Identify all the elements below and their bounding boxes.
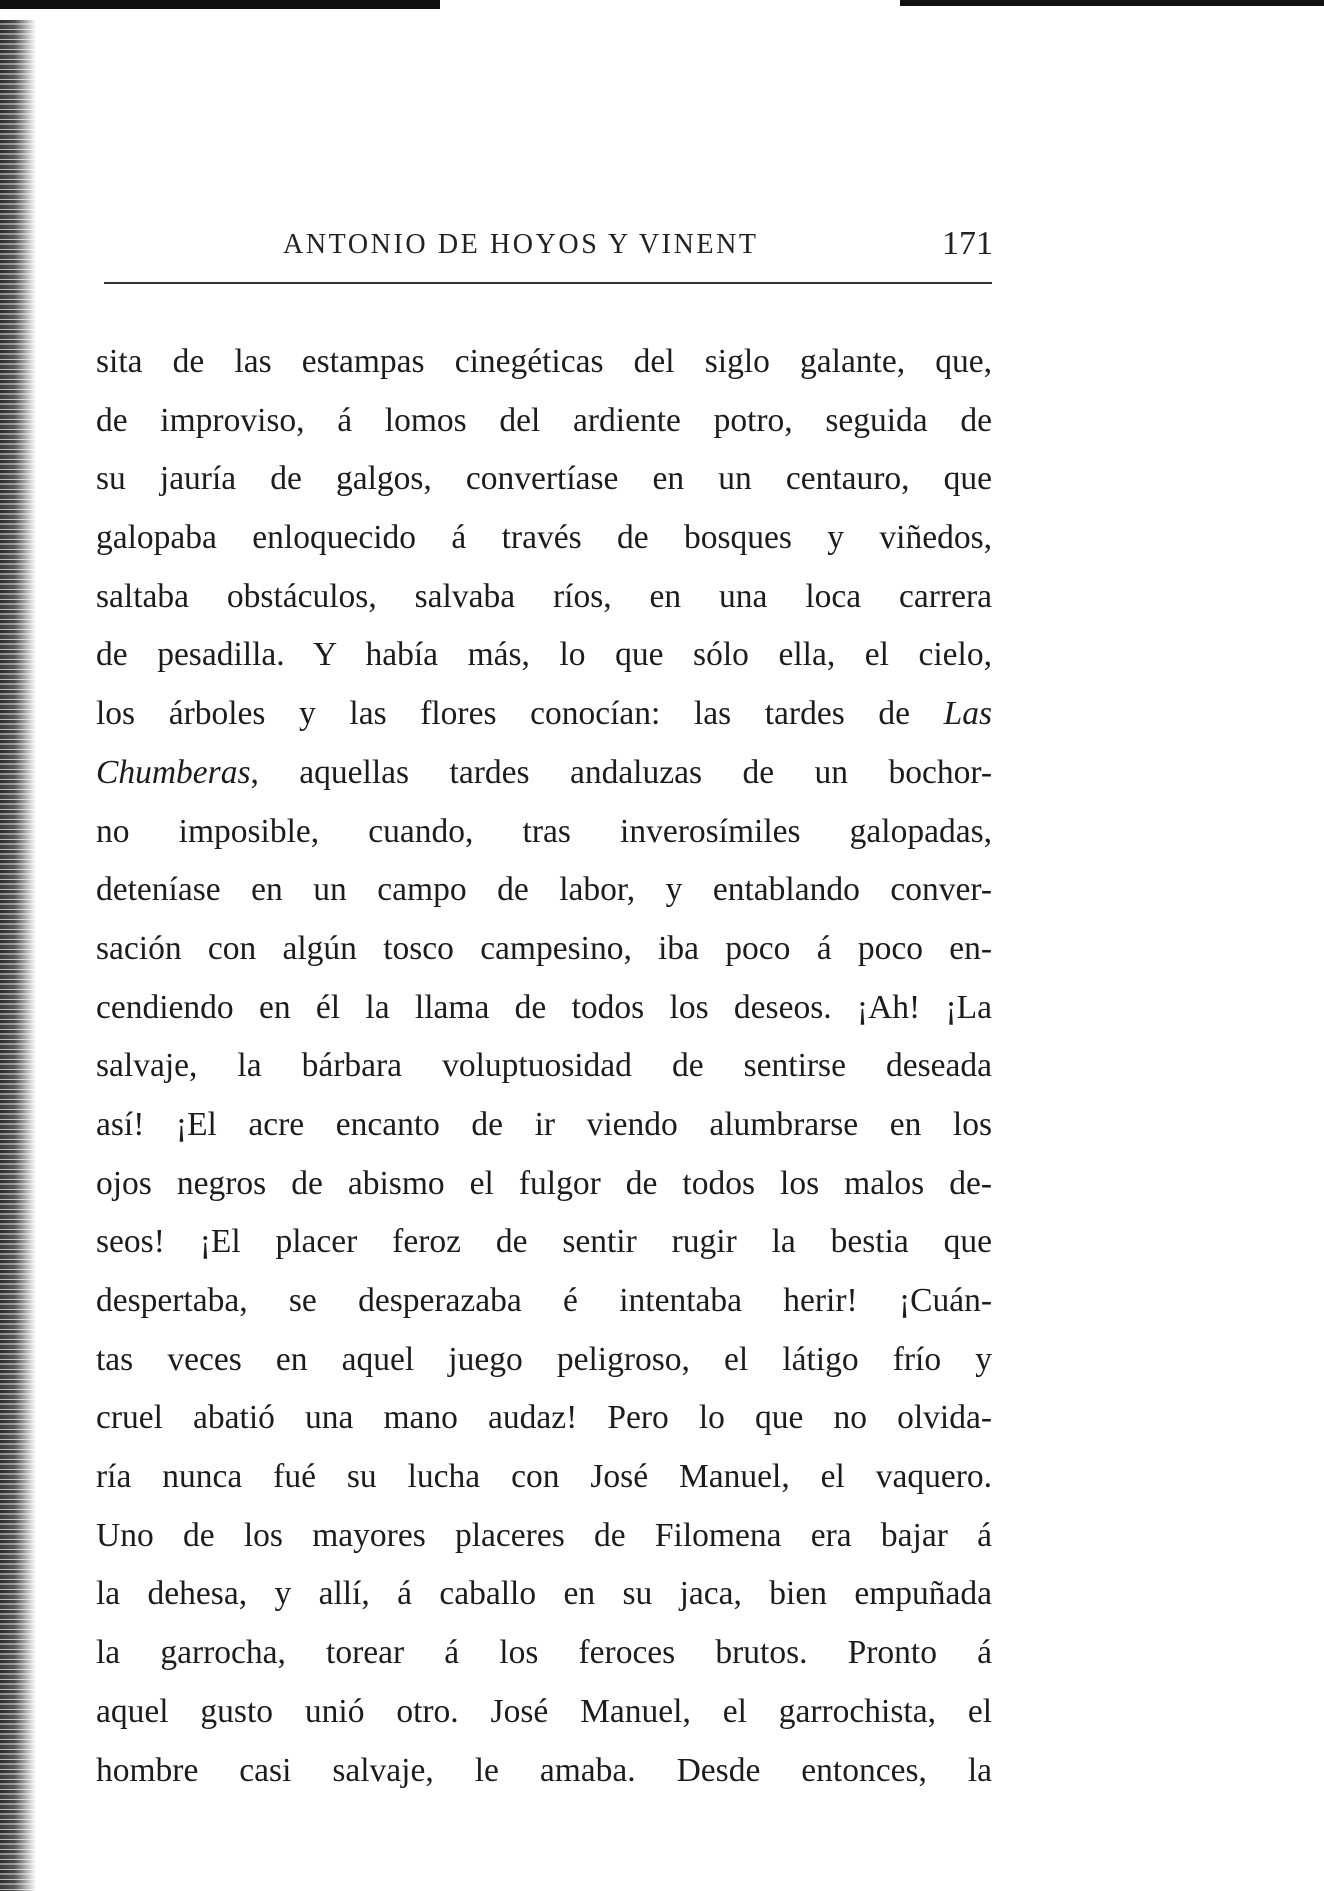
page-header (100, 225, 993, 265)
text-line: sación con algún tosco campesino, iba poco á poco en- (96, 929, 992, 967)
text-line: hombre casi salvaje, le amaba. Desde entonces, la (96, 1751, 992, 1789)
text-line: no imposible, cuando, tras inverosímiles galopadas, (96, 812, 992, 850)
text-line: de improviso, á lomos del ardiente potro, seguida de (96, 401, 992, 439)
text-line: tas veces en aquel juego peligroso, el látigo frío y (96, 1340, 992, 1378)
text-line: ría nunca fué su lucha con José Manuel, el vaquero. (96, 1458, 992, 1496)
top-edge-rule-right (900, 0, 1324, 6)
top-edge-rule-left (0, 0, 440, 9)
book-spine-shadow (0, 20, 36, 1891)
text-line: aquel gusto unió otro. José Manuel, el garrochista, el (96, 1692, 992, 1730)
text-line: así! ¡El acre encanto de ir viendo alumbrarse en los (96, 1105, 992, 1143)
text-line: despertaba, se desperazaba é intentaba herir! ¡Cuán- (96, 1282, 992, 1319)
text-line: sita de las estampas cinegéticas del siglo galante, que, (96, 343, 992, 380)
italic-title: Las (943, 695, 992, 733)
text-line: ojos negros de abismo el fulgor de todos los malos de- (96, 1164, 992, 1202)
text-line: cruel abatió una mano audaz! Pero lo que no olvida- (96, 1399, 992, 1437)
text-line: saltaba obstáculos, salvaba ríos, en una loca carrera (96, 577, 992, 615)
text-line: Chumberas, aquellas tardes andaluzas de un bochor- (96, 753, 992, 791)
page-number: 171 (942, 225, 993, 262)
text-line: la dehesa, y allí, á caballo en su jaca, bien empuñada (96, 1575, 992, 1613)
text-line: Uno de los mayores placeres de Filomena era bajar á (96, 1516, 992, 1554)
running-head: ANTONIO DE HOYOS Y VINENT (283, 229, 759, 260)
body-text (96, 333, 992, 1800)
text-line: su jauría de galgos, convertíase en un centauro, que (96, 460, 992, 498)
header-rule (104, 282, 992, 284)
text-line: galopaba enloquecido á través de bosques y viñedos, (96, 519, 992, 557)
text-line: los árboles y las flores conocían: las tardes de Las (96, 695, 992, 733)
text-line: cendiendo en él la llama de todos los deseos. ¡Ah! ¡La (96, 988, 992, 1026)
text-line: de pesadilla. Y había más, lo que sólo ella, el cielo, (96, 636, 992, 674)
italic-title: Chumberas (96, 753, 251, 791)
text-line: deteníase en un campo de labor, y entablando conver- (96, 871, 992, 909)
text-line: salvaje, la bárbara voluptuosidad de sentirse deseada (96, 1047, 992, 1085)
text-line: seos! ¡El placer feroz de sentir rugir la bestia que (96, 1223, 992, 1261)
text-line: la garrocha, torear á los feroces brutos. Pronto á (96, 1634, 992, 1672)
